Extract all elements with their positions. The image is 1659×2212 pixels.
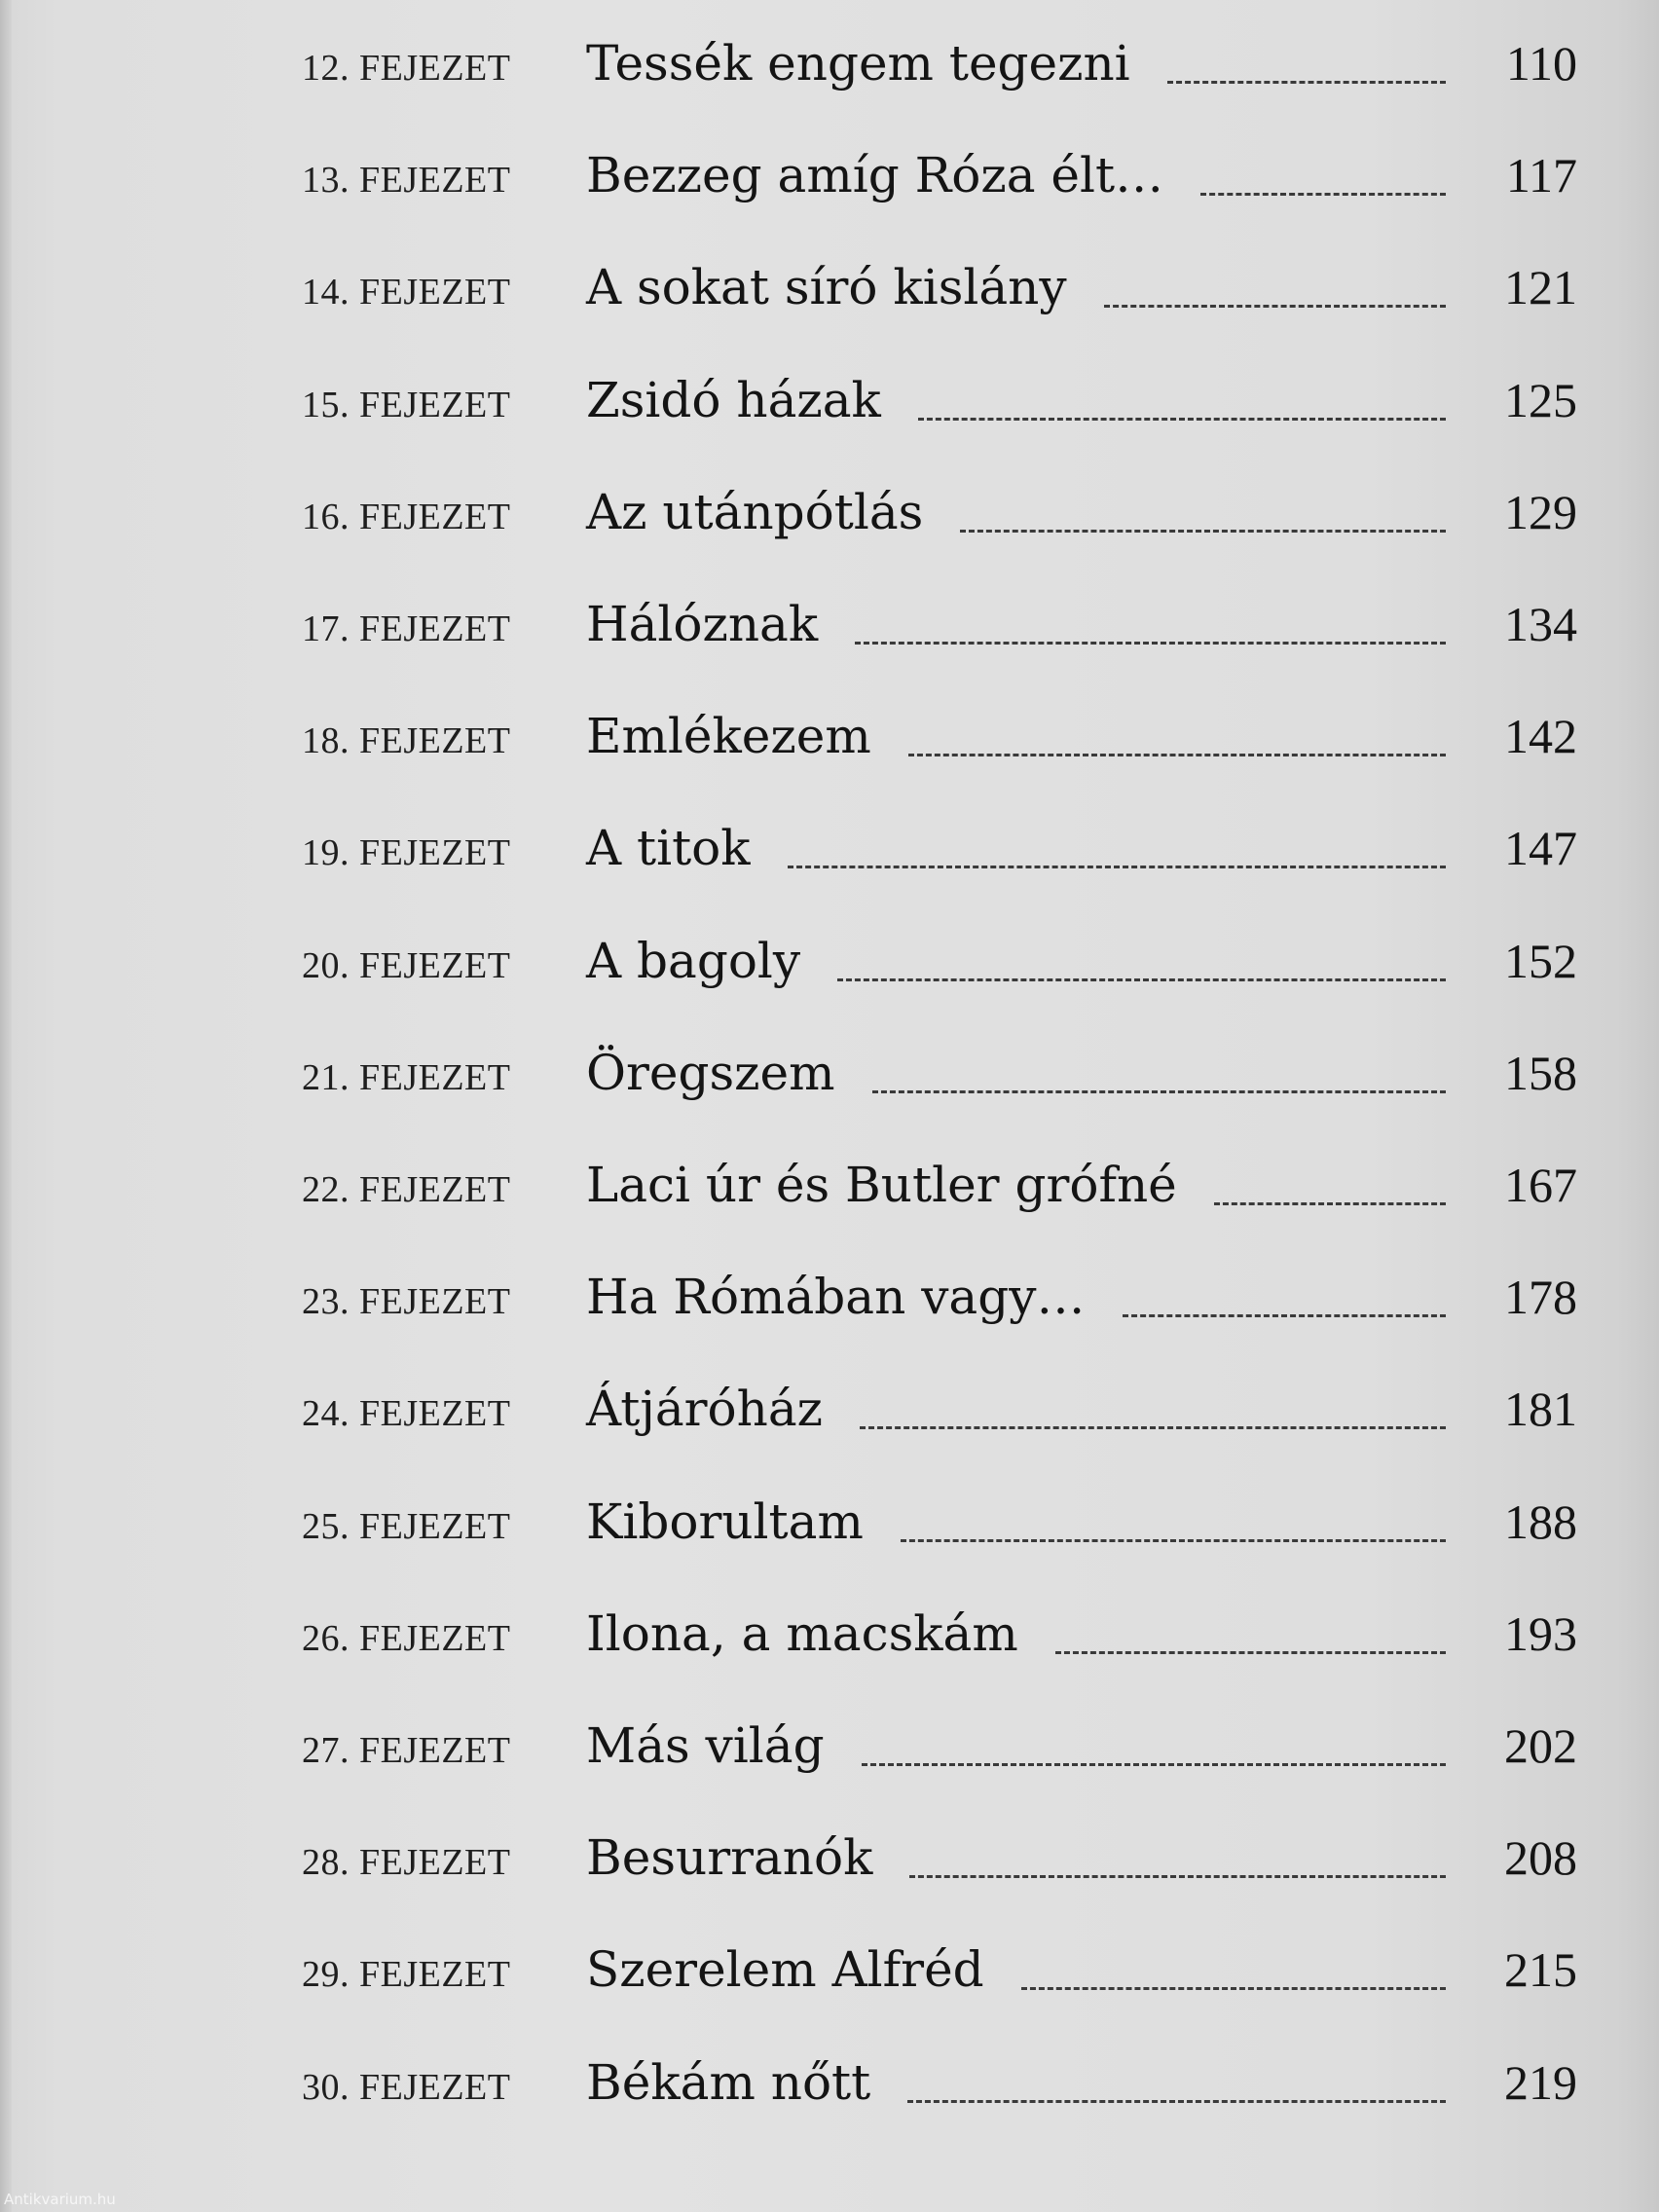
dot-leader <box>837 978 1446 981</box>
dot-leader <box>1104 305 1446 308</box>
page-number: 219 <box>1504 2054 1577 2110</box>
chapter-label: 26. FEJEZET <box>302 1617 511 1659</box>
chapter-title: Az utánpótlás <box>586 483 924 540</box>
toc-entry-29 <box>302 1911 1577 2023</box>
chapter-label: 28. FEJEZET <box>302 1842 511 1884</box>
dot-leader <box>918 418 1446 421</box>
chapter-title: Laci úr és Butler grófné <box>586 1157 1177 1213</box>
toc-entry-26 <box>302 1575 1577 1687</box>
page-number: 134 <box>1504 597 1577 651</box>
toc-entry-23 <box>302 1238 1577 1350</box>
dot-leader <box>960 530 1446 533</box>
page-number: 117 <box>1505 148 1577 203</box>
toc-entry-12 <box>302 5 1577 117</box>
chapter-label: 29. FEJEZET <box>302 1954 511 1996</box>
toc-entry-28 <box>302 1799 1577 1911</box>
dot-leader <box>855 642 1446 645</box>
toc-entry-19 <box>302 790 1577 902</box>
chapter-label: 24. FEJEZET <box>302 1393 511 1435</box>
page-number: 121 <box>1504 260 1577 315</box>
page-number: 193 <box>1504 1605 1577 1661</box>
chapter-label: 22. FEJEZET <box>302 1169 511 1210</box>
toc-entry-20 <box>302 903 1577 1014</box>
toc-entry-18 <box>302 678 1577 790</box>
page-number: 188 <box>1504 1493 1577 1549</box>
page-number: 178 <box>1504 1270 1577 1325</box>
chapter-title: A titok <box>586 820 751 877</box>
dot-leader <box>1021 1987 1446 1990</box>
page-number: 125 <box>1504 372 1577 427</box>
chapter-title: Ilona, a macskám <box>586 1604 1018 1662</box>
chapter-label: 14. FEJEZET <box>302 272 511 313</box>
chapter-label: 25. FEJEZET <box>302 1505 511 1547</box>
chapter-title: Besurranók <box>586 1829 873 1887</box>
toc-entry-25 <box>302 1463 1577 1575</box>
toc-entry-24 <box>302 1350 1577 1462</box>
page-number: 181 <box>1504 1382 1577 1437</box>
chapter-title: Hálóznak <box>586 596 819 652</box>
dot-leader <box>1055 1651 1446 1654</box>
chapter-title: Átjáróház <box>586 1381 823 1438</box>
toc-entry-15 <box>302 342 1577 454</box>
toc-entry-17 <box>302 566 1577 678</box>
chapter-label: 27. FEJEZET <box>302 1730 511 1771</box>
dot-leader <box>788 866 1446 868</box>
chapter-label: 15. FEJEZET <box>302 384 511 425</box>
dot-leader <box>862 1763 1446 1766</box>
chapter-label: 20. FEJEZET <box>302 944 511 986</box>
chapter-title: A bagoly <box>586 932 801 989</box>
page-number: 167 <box>1504 1158 1577 1212</box>
toc-entry-22 <box>302 1126 1577 1238</box>
dot-leader <box>1200 193 1446 196</box>
dot-leader <box>1214 1202 1446 1205</box>
toc-entry-21 <box>302 1014 1577 1126</box>
chapter-title: Emlékezem <box>586 708 871 765</box>
page-number: 142 <box>1504 709 1577 764</box>
chapter-title: Ha Rómában vagy… <box>586 1269 1086 1326</box>
toc-entry-14 <box>302 229 1577 341</box>
chapter-title: Békám nőtt <box>586 2053 871 2111</box>
dot-leader <box>909 1875 1446 1878</box>
dot-leader <box>1167 81 1446 84</box>
dot-leader <box>1123 1314 1447 1317</box>
dot-leader <box>901 1539 1446 1542</box>
page-number: 208 <box>1504 1830 1577 1886</box>
page-number: 129 <box>1504 484 1577 539</box>
chapter-label: 16. FEJEZET <box>302 496 511 537</box>
chapter-title: Öregszem <box>586 1044 835 1101</box>
watermark: Antikvarium.hu <box>4 2191 116 2208</box>
chapter-label: 30. FEJEZET <box>302 2066 511 2108</box>
page-number: 152 <box>1504 933 1577 988</box>
chapter-title: Tessék engem tegezni <box>586 35 1130 92</box>
chapter-label: 17. FEJEZET <box>302 608 511 649</box>
dot-leader <box>860 1426 1446 1429</box>
dot-leader <box>908 754 1446 756</box>
dot-leader <box>872 1090 1447 1093</box>
toc-entry-30 <box>302 2024 1577 2136</box>
chapter-title: Zsidó házak <box>586 371 881 428</box>
chapter-title: A sokat síró kislány <box>586 259 1067 316</box>
page-number: 215 <box>1504 1942 1577 1998</box>
chapter-title: Kiborultam <box>586 1493 864 1550</box>
page-number: 202 <box>1504 1718 1577 1773</box>
toc-entry-16 <box>302 454 1577 566</box>
chapter-label: 12. FEJEZET <box>302 48 511 89</box>
dot-leader <box>907 2100 1446 2103</box>
page-number: 158 <box>1504 1045 1577 1100</box>
chapter-title: Szerelem Alfréd <box>586 1941 984 1999</box>
chapter-title: Bezzeg amíg Róza élt… <box>586 147 1164 204</box>
toc-entry-13 <box>302 117 1577 229</box>
chapter-label: 23. FEJEZET <box>302 1281 511 1323</box>
chapter-label: 13. FEJEZET <box>302 160 511 202</box>
toc-entry-27 <box>302 1687 1577 1799</box>
chapter-label: 21. FEJEZET <box>302 1056 511 1098</box>
chapter-label: 18. FEJEZET <box>302 720 511 762</box>
page-number: 110 <box>1505 36 1577 91</box>
page-number: 147 <box>1504 821 1577 876</box>
chapter-title: Más világ <box>586 1717 825 1774</box>
chapter-label: 19. FEJEZET <box>302 832 511 874</box>
